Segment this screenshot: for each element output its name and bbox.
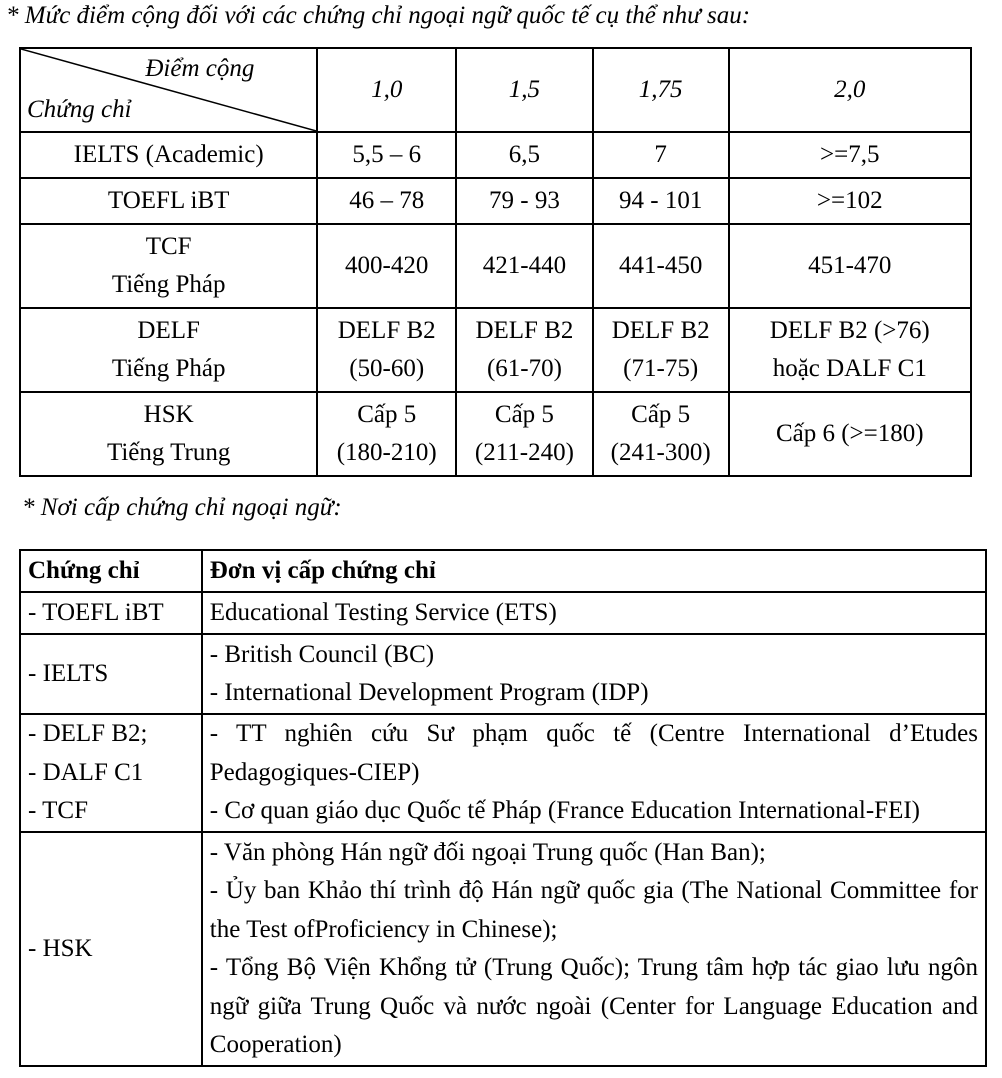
name-line: Tiếng Trung <box>106 439 231 466</box>
certificate-name: IELTS (Academic) <box>20 132 317 178</box>
score-cell <box>317 308 456 392</box>
issuer-line: - Ủy ban Khảo thí trình độ Hán ngữ quốc gia (The National Committee for the Test ofProficiency in Chinese); <box>209 877 978 943</box>
issuer-line: - International Development Program (IDP) <box>209 679 649 706</box>
table-header-row <box>20 48 971 132</box>
issuer-cell <box>202 634 986 714</box>
table-row <box>20 832 986 1066</box>
certificate-cell <box>20 714 202 832</box>
cell-line: (211-240) <box>474 439 574 466</box>
score-cell: 46 – 78 <box>317 178 456 224</box>
issuer-table <box>19 549 987 1067</box>
cell-line: DELF B2 (>76) <box>769 317 930 344</box>
certificate-name: TOEFL iBT <box>20 178 317 224</box>
bonus-points-header: Điểm cộng <box>145 55 255 82</box>
cell-line: (241-300) <box>610 439 711 466</box>
issuer-cell: Educational Testing Service (ETS) <box>202 592 986 634</box>
column-header-certificate: Chứng chỉ <box>20 550 202 592</box>
score-cell: 6,5 <box>456 132 593 178</box>
score-cell: 5,5 – 6 <box>317 132 456 178</box>
cell-line: Cấp 5 <box>631 401 691 428</box>
column-header-issuer: Đơn vị cấp chứng chỉ <box>202 550 986 592</box>
score-cell <box>593 308 729 392</box>
score-cell: 7 <box>593 132 729 178</box>
table-header-row <box>20 550 986 592</box>
certificate-name <box>20 224 317 308</box>
score-cell <box>456 392 593 476</box>
score-cell: 94 - 101 <box>593 178 729 224</box>
table-row <box>20 132 971 178</box>
cell-line: hoặc DALF C1 <box>772 355 927 382</box>
score-cell <box>456 308 593 392</box>
score-cell: >=7,5 <box>729 132 971 178</box>
cert-line: - DALF C1 <box>28 758 144 786</box>
cell-line: (71-75) <box>623 355 699 382</box>
level-header: 1,75 <box>593 48 729 132</box>
name-line: Tiếng Pháp <box>111 355 226 382</box>
level-header: 1,0 <box>317 48 456 132</box>
table-row <box>20 178 971 224</box>
caption-issuers: * Nơi cấp chứng chỉ ngoại ngữ: <box>22 494 342 521</box>
score-cell: 441-450 <box>593 224 729 308</box>
table-row <box>20 592 986 634</box>
score-cell: Cấp 6 (>=180) <box>729 392 971 476</box>
issuer-line: - British Council (BC) <box>209 640 435 668</box>
certificate-cell: - IELTS <box>20 634 202 714</box>
level-header: 1,5 <box>456 48 593 132</box>
score-cell <box>729 308 971 392</box>
level-header: 2,0 <box>729 48 971 132</box>
score-cell: 79 - 93 <box>456 178 593 224</box>
name-line: Tiếng Pháp <box>111 271 226 298</box>
issuer-cell <box>202 714 986 832</box>
caption-bonus-points: * Mức điểm cộng đối với các chứng chỉ ngoại ngữ quốc tế cụ thể như sau: <box>6 2 751 29</box>
table-row <box>20 714 986 832</box>
table-row <box>20 392 971 476</box>
issuer-line: - Cơ quan giáo dục Quốc tế Pháp (France Education International-FEI) <box>209 797 920 825</box>
name-line: TCF <box>145 233 192 260</box>
bonus-points-table <box>19 47 972 477</box>
cert-line: - TCF <box>28 797 88 825</box>
cell-line: DELF B2 <box>475 317 574 344</box>
certificate-cell: - TOEFL iBT <box>20 592 202 634</box>
name-line: HSK <box>143 401 194 428</box>
score-cell <box>317 392 456 476</box>
score-cell: 400-420 <box>317 224 456 308</box>
issuer-line: - TT nghiên cứu Sư phạm quốc tế (Centre International d’Etudes Pedagogiques-CIEP) <box>209 720 978 786</box>
certificate-cell: - HSK <box>20 832 202 1066</box>
cell-line: (180-210) <box>336 439 437 466</box>
certificate-name <box>20 308 317 392</box>
certificate-name <box>20 392 317 476</box>
name-line: DELF <box>137 317 200 344</box>
score-cell: 451-470 <box>729 224 971 308</box>
table-row <box>20 224 971 308</box>
cell-line: Cấp 5 <box>494 401 554 428</box>
cell-line: (61-70) <box>486 355 562 382</box>
diagonal-header-cell <box>20 48 317 132</box>
cell-line: Cấp 5 <box>357 401 417 428</box>
issuer-line: - Tổng Bộ Viện Khổng tử (Trung Quốc); Trung tâm hợp tác giao lưu ngôn ngữ giữa Trung Quốc và nước ngoài (Center for Language Education and Cooperation) <box>209 954 978 1058</box>
cell-line: (50-60) <box>349 355 425 382</box>
score-cell: >=102 <box>729 178 971 224</box>
table-row <box>20 634 986 714</box>
table-row <box>20 308 971 392</box>
issuer-line: - Văn phòng Hán ngữ đối ngoại Trung quốc (Han Ban); <box>209 838 766 866</box>
cert-line: - DELF B2; <box>28 720 148 748</box>
score-cell: 421-440 <box>456 224 593 308</box>
cell-line: DELF B2 <box>337 317 436 344</box>
score-cell <box>593 392 729 476</box>
certificate-header: Chứng chỉ <box>27 96 132 123</box>
cell-line: DELF B2 <box>611 317 710 344</box>
issuer-cell <box>202 832 986 1066</box>
